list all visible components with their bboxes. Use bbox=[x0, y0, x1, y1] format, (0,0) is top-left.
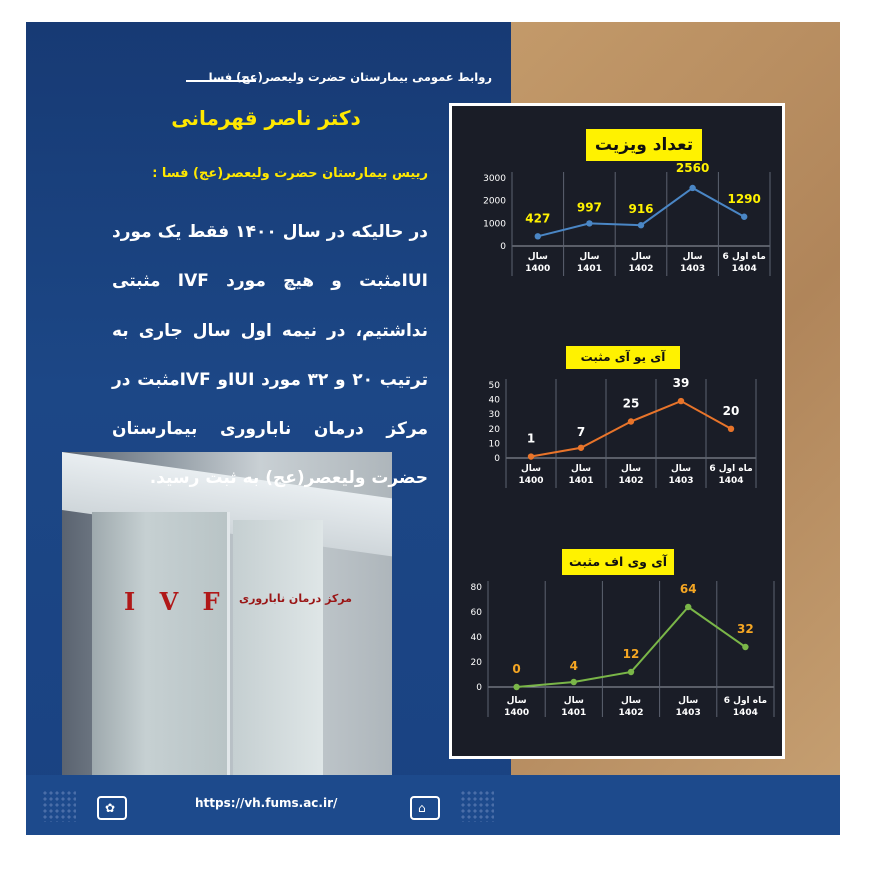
ivf-door-sign: I V F bbox=[124, 587, 228, 616]
data-label: 4 bbox=[569, 659, 578, 673]
data-point bbox=[535, 233, 541, 239]
category-year-label: 1402 bbox=[618, 476, 644, 486]
charts-panel bbox=[449, 103, 785, 759]
category-year-label: 1400 bbox=[518, 476, 544, 486]
dot-pattern-decoration bbox=[42, 790, 76, 822]
category-label: 6 ماه اول bbox=[723, 696, 768, 706]
data-point bbox=[742, 644, 748, 650]
category-year-label: 1403 bbox=[675, 708, 701, 718]
category-year-label: 1403 bbox=[680, 264, 706, 274]
category-label: 6 ماه اول bbox=[709, 464, 753, 474]
data-point bbox=[628, 418, 634, 424]
chart-title-visits: تعداد ویزیت bbox=[586, 129, 702, 161]
y-tick-label: 20 bbox=[470, 658, 482, 668]
data-label: 7 bbox=[576, 424, 586, 439]
category-year-label: 1400 bbox=[525, 264, 551, 274]
data-label: 1 bbox=[526, 431, 536, 446]
header-text: روابط عمومی بیمارستان حضرت ولیعصر(عج) فسا bbox=[208, 70, 492, 84]
website-url[interactable]: https://vh.fums.ac.ir/ bbox=[195, 796, 338, 810]
chart-title-iui: آی یو آی مثبت bbox=[566, 346, 680, 369]
data-point bbox=[638, 222, 644, 228]
category-year-label: 1401 bbox=[561, 708, 587, 718]
category-label: سال bbox=[579, 252, 600, 262]
data-label: 32 bbox=[737, 622, 754, 636]
data-label: 427 bbox=[525, 211, 551, 226]
category-year-label: 1404 bbox=[732, 708, 758, 718]
category-label: سال bbox=[620, 464, 642, 474]
university-logo-icon: ✿ bbox=[97, 796, 127, 820]
y-tick-label: 0 bbox=[494, 454, 500, 464]
category-label: سال bbox=[630, 252, 652, 262]
y-tick-label: 0 bbox=[476, 683, 482, 693]
data-point bbox=[628, 669, 634, 675]
category-year-label: 1402 bbox=[628, 264, 654, 274]
data-point bbox=[741, 214, 747, 220]
data-point bbox=[685, 604, 691, 610]
infertility-center-door-sign: مرکز درمان ناباروری bbox=[239, 592, 352, 605]
data-label: 0 bbox=[512, 662, 521, 676]
category-label: سال bbox=[520, 464, 542, 474]
data-point bbox=[571, 679, 577, 685]
data-point bbox=[689, 185, 695, 191]
person-name: دکتر ناصر قهرمانی bbox=[171, 106, 361, 130]
data-point bbox=[586, 220, 592, 226]
category-label: سال bbox=[682, 252, 703, 262]
header bbox=[186, 70, 492, 92]
y-tick-label: 40 bbox=[470, 633, 482, 643]
data-label: 2560 bbox=[675, 160, 710, 175]
y-tick-label: 0 bbox=[500, 242, 506, 252]
category-label: سال bbox=[563, 696, 584, 706]
y-tick-label: 3000 bbox=[483, 174, 506, 184]
y-tick-label: 2000 bbox=[483, 196, 506, 207]
category-label: سال bbox=[678, 696, 699, 706]
data-label: 64 bbox=[679, 582, 697, 596]
category-year-label: 1401 bbox=[576, 264, 602, 274]
data-point bbox=[678, 398, 684, 404]
category-year-label: 1404 bbox=[718, 476, 744, 486]
person-role: رییس بیمارستان حضرت ولیعصر(عج) فسا : bbox=[152, 166, 428, 181]
data-label: 20 bbox=[722, 403, 740, 418]
data-point bbox=[528, 453, 534, 459]
category-year-label: 1404 bbox=[731, 264, 757, 274]
body-paragraph: در حالیکه در سال ۱۴۰۰ فقط یک مورد IUIمثبت و هیچ مورد IVF مثبتی نداشتیم، در نیمه اول سال جاری به ترتیب ۲۰ و ۳۲ مورد IUIو IVFمثبت در مرکز درمان ناباروری بیمارستان حضرت ولیعصر(عج) به ثبت رسید. bbox=[112, 222, 429, 489]
category-year-label: 1403 bbox=[668, 476, 694, 486]
data-label: 916 bbox=[628, 202, 654, 217]
category-label: سال bbox=[670, 464, 692, 474]
y-tick-label: 80 bbox=[470, 583, 482, 593]
door-left-panel bbox=[92, 512, 230, 775]
y-tick-label: 40 bbox=[488, 395, 500, 406]
hospital-logo-icon: ⌂ bbox=[410, 796, 440, 820]
data-label: 1290 bbox=[727, 191, 761, 206]
data-point bbox=[578, 445, 584, 451]
chart-title-ivf: آی وی اف مثبت bbox=[562, 549, 674, 575]
data-label: 12 bbox=[622, 647, 640, 661]
data-point bbox=[513, 684, 519, 690]
category-year-label: 1400 bbox=[504, 708, 530, 718]
category-label: 6 ماه اول bbox=[722, 252, 766, 262]
y-tick-label: 10 bbox=[488, 439, 500, 450]
data-point bbox=[728, 426, 734, 432]
charts-svg bbox=[452, 106, 782, 756]
y-tick-label: 30 bbox=[488, 410, 500, 421]
category-label: سال bbox=[620, 696, 642, 706]
y-tick-label: 50 bbox=[488, 381, 500, 391]
category-label: سال bbox=[570, 464, 592, 474]
data-label: 997 bbox=[576, 200, 602, 215]
category-year-label: 1402 bbox=[618, 708, 644, 718]
dot-pattern-decoration bbox=[460, 790, 494, 822]
category-label: سال bbox=[506, 696, 527, 706]
category-year-label: 1401 bbox=[568, 476, 594, 486]
y-tick-label: 1000 bbox=[483, 219, 506, 230]
door-right-panel bbox=[233, 520, 323, 775]
category-label: سال bbox=[527, 252, 548, 262]
data-label: 25 bbox=[622, 396, 640, 411]
data-label: 39 bbox=[672, 376, 690, 391]
y-tick-label: 60 bbox=[470, 608, 482, 618]
y-tick-label: 20 bbox=[488, 424, 500, 435]
